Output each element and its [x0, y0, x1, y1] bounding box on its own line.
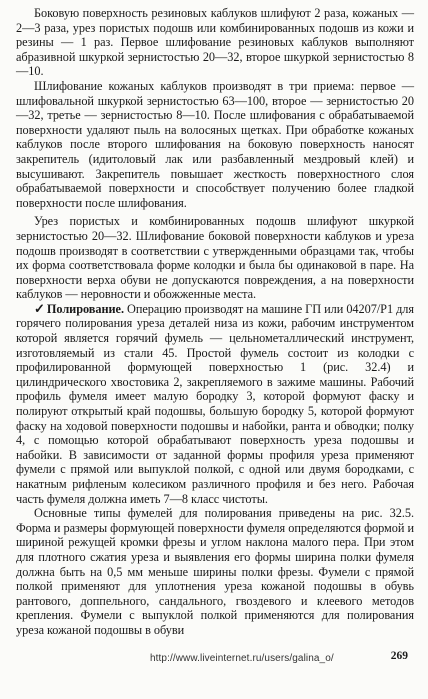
- paragraph-heel-grinding: Боковую поверхность резиновых каблуков шлифуют 2 раза, кожаных — 2—3 раза, урез пористых подошв или комбинированных подошв из кожи и резины — 1 раз. Первое шлифование резиновых каблуков выполняют абразивной шкуркой зернистостью 20—32, второе шкуркой зернистостью 8—10.: [16, 6, 414, 79]
- paragraph-leather-heel-grinding: Шлифование кожаных каблуков производят в три приема: первое — шлифовальной шкуркой зернистостью 63—100, второе — зернистостью 20—32, третье — зернистостью 8—10. После шлифования с обрабатываемой поверхности удаляют пыль на волосяных щетках. При обработке кожаных каблуков после второго шлифования на боковую поверхность наносят закрепитель (идитоловый лак или разбавленный мездровый клей) и высушивают. Закрепитель повышает жесткость поверхностного слоя обрабатываемой поверхности и способствует получению более гладкой поверхности после шлифования.: [16, 78, 414, 210]
- source-url: http://www.liveinternet.ru/users/galina_o/: [150, 653, 334, 664]
- check-mark-icon: ✓: [34, 300, 45, 316]
- polishing-heading: Полирование.: [46, 301, 124, 316]
- paragraph-sole-edge-grinding: Урез пористых и комбинированных подошв шлифуют шкуркой зернистостью 20—32. Шлифование боковой поверхности каблуков и уреза подошв производят в соответствии с утвержденными образцами так, чтобы их форма соответствовала форме колодки и была бы одинаковой в паре. На поверхности верха обуви не допускаются повреждения, а на поверхности каблуков — неровности и обожженные места.: [16, 214, 414, 302]
- page-number: 269: [390, 650, 408, 662]
- paragraph-polishing: [16, 302, 414, 506]
- body-text: [16, 6, 414, 638]
- polishing-text: Операцию производят на машине ГП или 04207/Р1 для горячего полирования уреза деталей низа из кожи, рабочим инструментом которой является горячий фумель — цельнометаллический инструмент, изготовляемый из стали 45. Простой фумель состоит из колодки с профилированной формующей поверхностью 1 (рис. 32.4) и цилиндрического хвостовика 2, закрепляемого в зажиме машины. Рабочий профиль фумеля имеет малую бородку 3, которой формуют фаску и полируют открытый край подошвы, большую бородку 5, которой формуют фаску на ходовой поверхности подошвы и набойки, ранта и обводки; полку 4, с помощью которой обрабатывают поверхность уреза подошвы и набойки. В зависимости от заданной формы профиля уреза применяют фумели с прямой или выпуклой полкой, с одной или двумя бородками, с накатным рифленым колесиком различного профиля и без него. Рабочая часть фумеля должна иметь 7—8 класс чистоты.: [16, 301, 415, 506]
- paragraph-fumel-types: Основные типы фумелей для полирования приведены на рис. 32.5. Форма и размеры формующей поверхности фумеля определяются формой и шириной режущей кромки фрезы и углом наклона малого пера. При этом для плотного сжатия уреза и выявления его формы ширина полки фумеля должна быть на 0,5 мм меньше ширины полки фрезы. Фумели с прямой полкой применяют для уплотнения уреза кожаной подошвы в обувь рантового, доппельного, сандального, гвоздевого и клеевого методов крепления. Фумели с выпуклой полкой применяются для полирования уреза кожаной подошвы в обуви: [16, 506, 414, 637]
